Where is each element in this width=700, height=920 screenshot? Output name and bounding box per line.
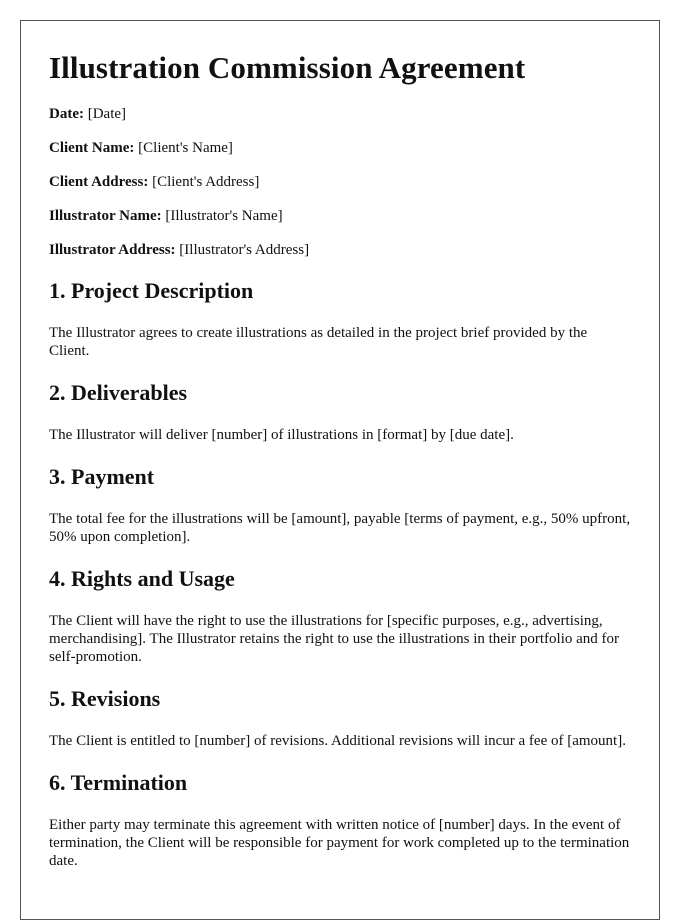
illustrator-address-field — [49, 241, 631, 259]
date-field — [49, 105, 631, 123]
field-value: [Date] — [87, 106, 127, 122]
section-termination — [49, 770, 631, 870]
section-heading: 1. Project Description — [49, 278, 254, 303]
section-body: The Illustrator agrees to create illustrations as detailed in the project brief provided by the Client. — [49, 325, 588, 359]
field-value: [Illustrator's Address] — [179, 242, 310, 258]
section-heading: 5. Revisions — [49, 686, 161, 711]
section-revisions — [49, 686, 631, 750]
section-body: Either party may terminate this agreement with written notice of [number] days. In the event of termination, the Client will be responsible for payment for work completed up to the termination date. — [49, 817, 630, 869]
document-title: Illustration Commission Agreement — [49, 50, 526, 85]
section-heading: 4. Rights and Usage — [49, 566, 235, 591]
field-label: Client Name: — [49, 140, 135, 156]
section-body: The Client is entitled to [number] of revisions. Additional revisions will incur a fee of [amount]. — [49, 733, 626, 749]
client-name-field — [49, 139, 631, 157]
agreement-document — [20, 20, 660, 920]
field-label: Client Address: — [49, 174, 149, 190]
section-body: The total fee for the illustrations will be [amount], payable [terms of payment, e.g., 50% upfront, 50% upon completion]. — [49, 511, 631, 545]
field-value: [Client's Name] — [138, 140, 233, 156]
section-body: The Illustrator will deliver [number] of illustrations in [format] by [due date]. — [49, 427, 514, 443]
field-label: Illustrator Address: — [49, 242, 176, 258]
section-rights-and-usage — [49, 566, 631, 666]
field-label: Date: — [49, 106, 84, 122]
section-heading: 2. Deliverables — [49, 380, 188, 405]
party-details — [49, 105, 631, 259]
section-heading: 6. Termination — [49, 770, 188, 795]
section-heading: 3. Payment — [49, 464, 155, 489]
field-value: [Client's Address] — [152, 174, 260, 190]
section-payment — [49, 464, 631, 546]
section-body: The Client will have the right to use the illustrations for [specific purposes, e.g., advertising, merchandising]. The Illustrator retains the right to use the illustrations in their portfolio and for self-promotion. — [49, 613, 620, 665]
client-address-field — [49, 173, 631, 191]
illustrator-name-field — [49, 207, 631, 225]
section-deliverables — [49, 380, 631, 444]
field-value: [Illustrator's Name] — [165, 208, 283, 224]
section-project-description — [49, 278, 631, 360]
field-label: Illustrator Name: — [49, 208, 162, 224]
